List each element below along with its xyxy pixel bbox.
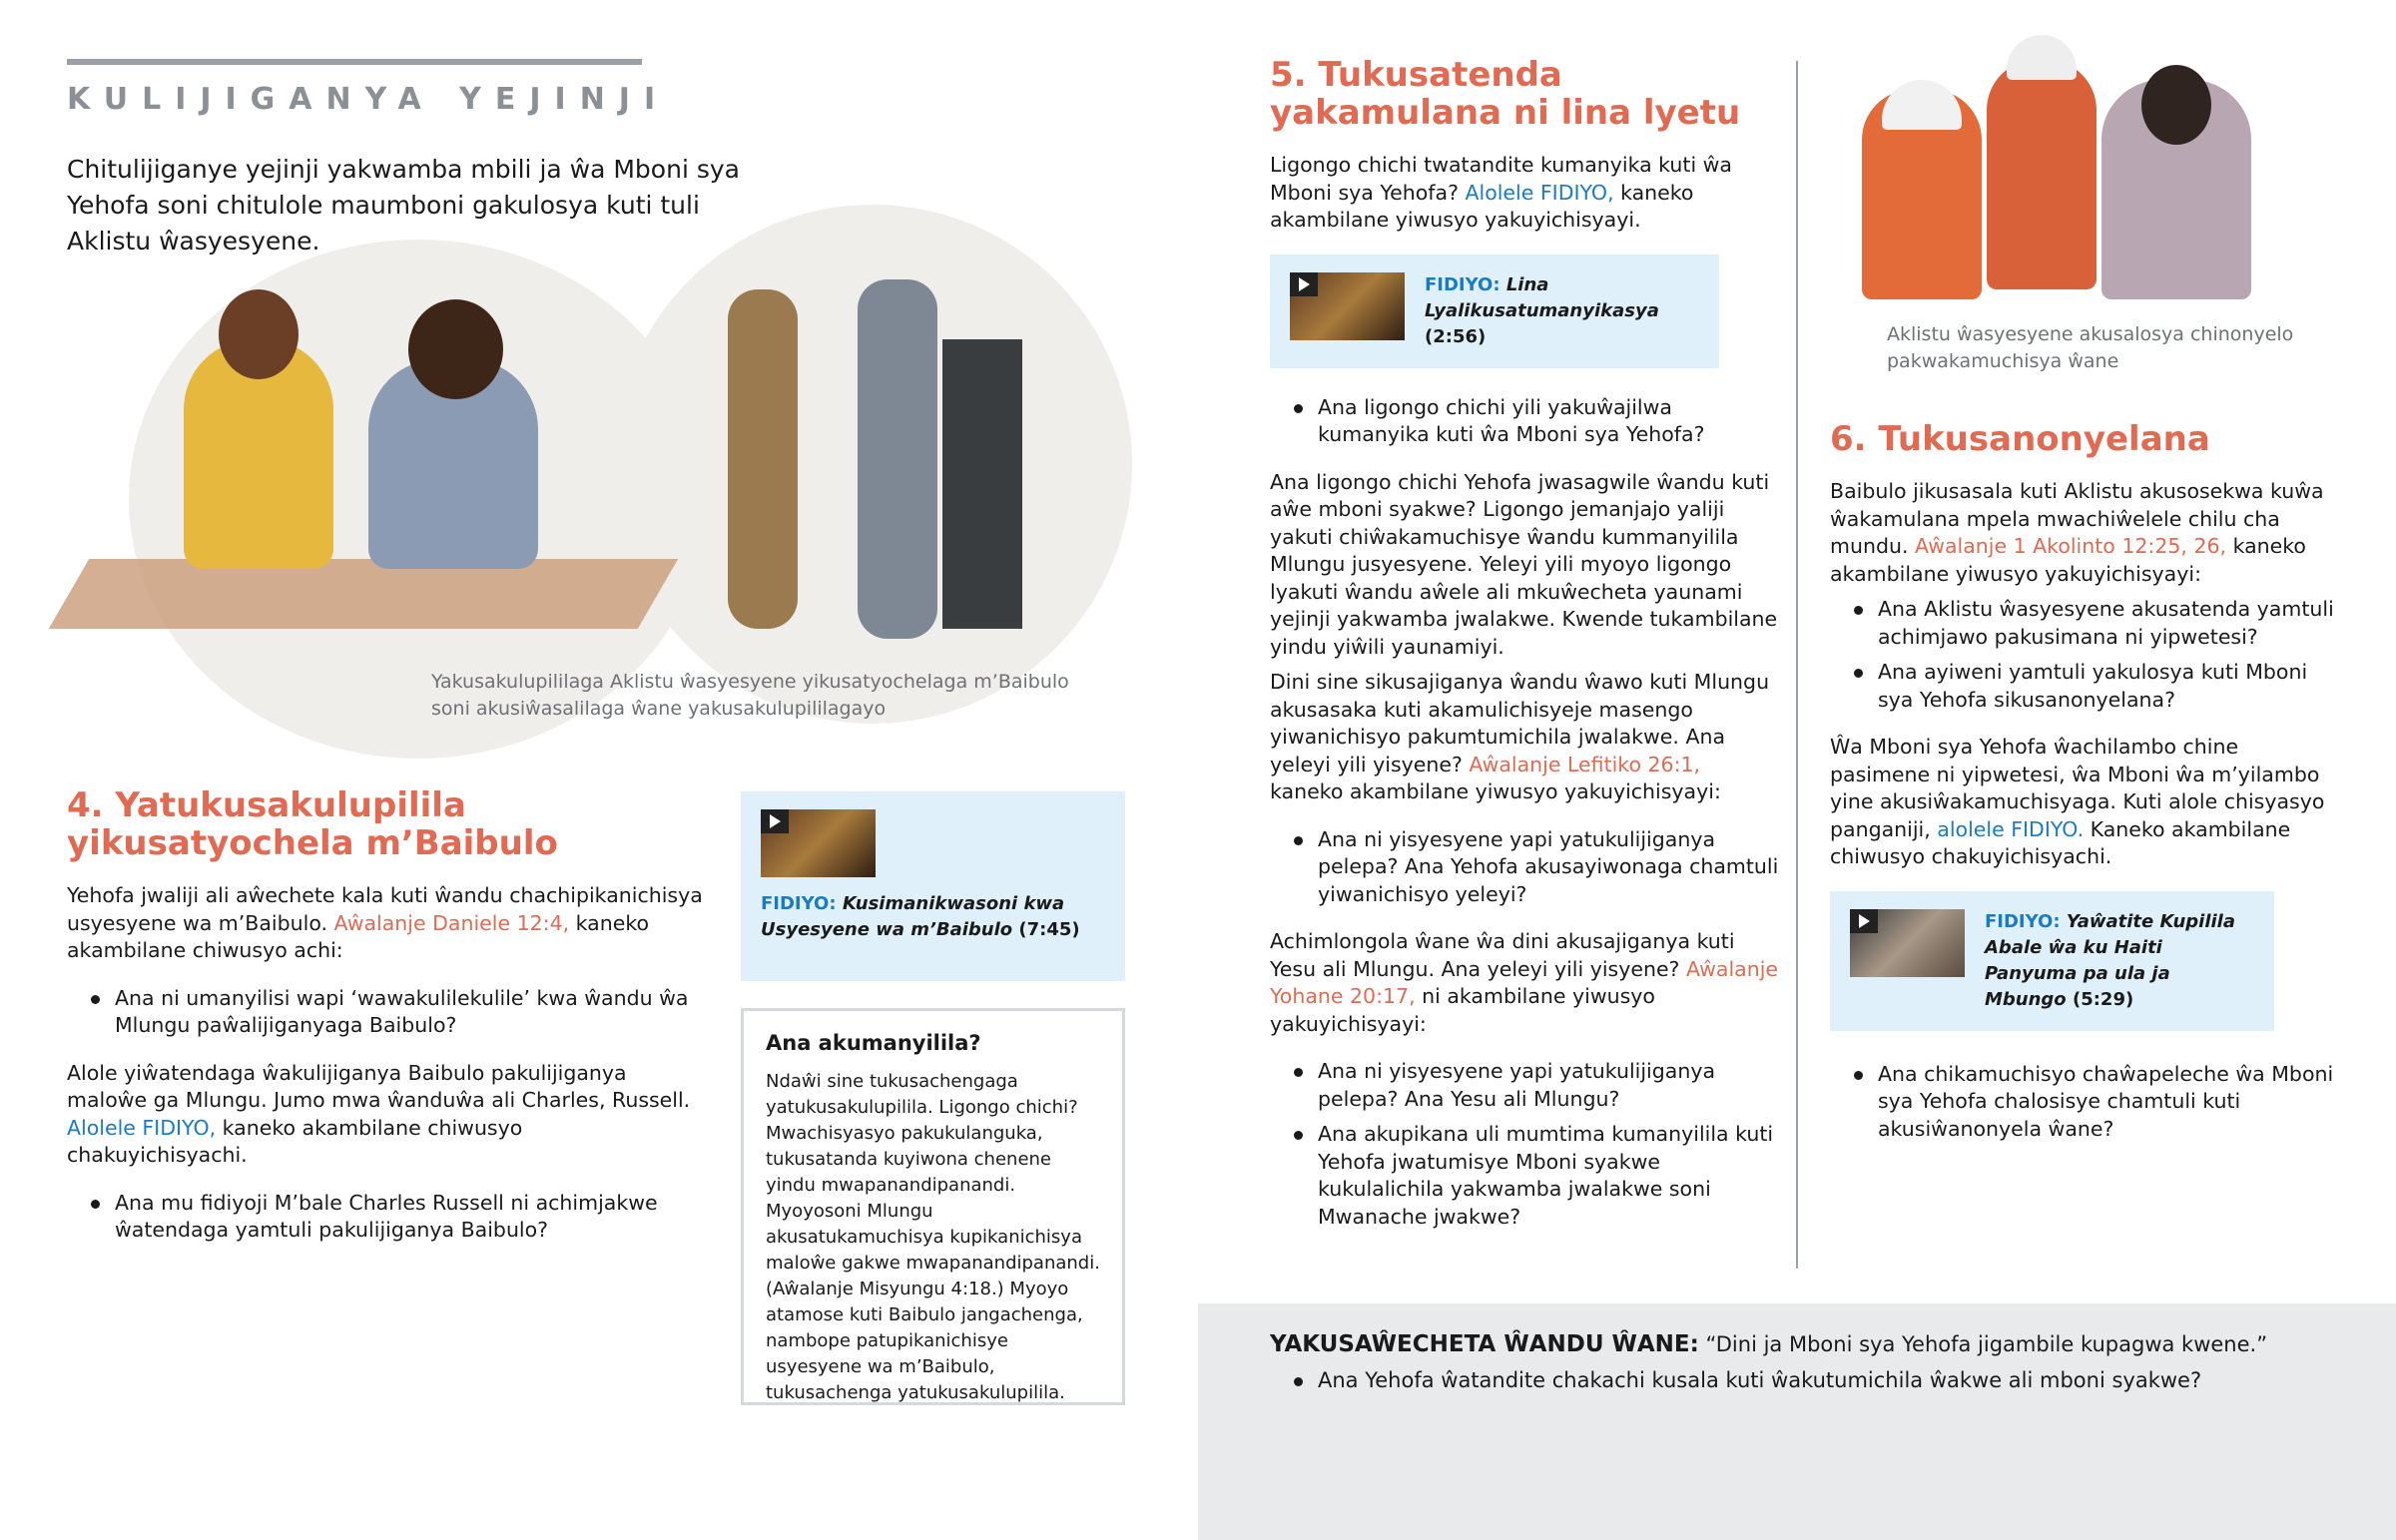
video-thumbnail[interactable]: [761, 809, 876, 877]
video-card-4[interactable]: FIDIYO: Kusimanikwasoni kwa Usyesyene wa m’Baibulo (7:45): [741, 791, 1125, 981]
section-5: 5. Tukusatenda yakamulana ni lina lyetu Ligongo chichi twatandite kumanyika kuti ŵa Mboni sya Yehofa? Alolele FIDIYO, kaneko akambilane yiwusyo yakuyichisyayi. FIDIYO: Lina Lyalikusatumanyikasya (2:56) Ana ligongo chichi yili yakuŵajilwa kumanyika kuti ŵa Mboni sya Yehofa? Ana ligongo chichi Yehofa jwasagwile ŵandu kuti aŵe mboni syakwe? Ligongo jemanjajo yaliji yakuti chiŵakamuchisye ŵandu kummanyilila Mlungu jusyesyene. Yeleyi yili myoyo ligongo lyakuti ŵandu aŵele ali mkuŵecheta yaunami yejinji yakwamba jwalakwe. Kwende tukambilane yindu yiŵili yaunamiyi. Dini sine sikusajiganya ŵandu ŵawo kuti Mlungu akusasaka kuti akamulichisyeje masengo yiwanichisyo pakumtumichila jwalakwe. Ana yeleyi yili yisyene? Aŵalanje Lefitiko 26:1, kaneko akambilane yiwusyo yakuyichisyayi: Ana ni yisyesyene yapi yatukulijiganya pelepa? Ana Yehofa akusayiwonaga chamtuli yiwanichisyo yeleyi? Achimlongola ŵane ŵa dini akusajiganya kuti Yesu ali Mlungu. Ana yeleyi yili yisyene? Aŵalanje Yohane 20:17, ni akambilane yiwusyo yakuyichisyayi: Ana ni yisyesyene yapi yatukulijiganya pelepa? Ana Yesu ali Mlungu? Ana akupikana uli mumtima kumanyilila kuti Yehofa jwatumisye Mboni syakwe kukulalichila yakwamba jwalakwe soni Mwanache jwakwe?: [1270, 56, 1779, 1251]
scripture-link[interactable]: Aŵalanje Daniele 12:4,: [333, 910, 570, 935]
question: Ana ni yisyesyene yapi yatukulijiganya pelepa? Ana Yehofa akusayiwonaga chamtuli yiwanichisyo yeleyi?: [1270, 826, 1779, 909]
play-icon[interactable]: [761, 809, 789, 833]
video-card-6[interactable]: FIDIYO: Yaŵatite Kupilila Abale ŵa ku Haiti Panyuma pa ula ja Mbungo (5:29): [1830, 891, 2274, 1031]
question: Ana ligongo chichi yili yakuŵajilwa kumanyika kuti ŵa Mboni sya Yehofa?: [1270, 394, 1779, 449]
play-icon[interactable]: [1290, 272, 1318, 296]
did-you-know-box: Ana akumanyilila? Ndaŵi sine tukusachengaga yatukusakulupilila. Ligongo chichi? Mwachisyasyo pakukulanguka, tukusatanda kuyiwona chenene yindu mwapanandipanandi. Myoyosoni Mlungu akusatukamuchisya kupikanichisya maloŵe gakwe mwapanandipanandi. (Aŵalanje Misyungu 4:18.) Myoyo atamose kuti Baibulo jangachenga, nambope patupikanichisye usyesyene wa m’Baibulo, tukusachenga yatukusakulupilila.: [741, 1008, 1125, 1405]
objection-panel: YAKUSAŴECHETA ŴANDU ŴANE: “Dini ja Mboni sya Yehofa jigambile kupagwa kwene.” Ana Yehofa ŵatandite chakachi kusala kuti ŵakutumichila ŵakwe ali mboni syakwe?: [1198, 1303, 2396, 1540]
relief-illustration: [1842, 30, 2291, 314]
video-thumbnail[interactable]: [1850, 909, 1965, 977]
section-6: 6. Tukusanonyelana Baibulo jikusasala kuti Aklistu akusosekwa kuŵa ŵakamulana mpela mwachiŵelele chilu cha mundu. Aŵalanje 1 Akolinto 12:25, 26, kaneko akambilane yiwusyo yakuyichisyayi: Ana Aklistu ŵasyesyene akusatenda yamtuli achimjawo pakusimana ni yipwetesi? Ana ayiweni yamtuli yakulosya kuti Mboni sya Yehofa sikusanonyelana? Ŵa Mboni sya Yehofa ŵachilambo chine pasimene ni yipwetesi, ŵa Mboni ŵa m’yilambo yine akusiŵakamuchisyaga. Kuti alole chisyasyo panganiji, alolele FIDIYO. Kaneko akambilane chiwusyo chakuyichisyachi. FIDIYO: Yaŵatite Kupilila Abale ŵa ku Haiti Panyuma pa ula ja Mbungo (5:29) Ana chikamuchisyo chaŵapeleche ŵa Mboni sya Yehofa chalosisye chamtuli kuti akusiŵanonyela ŵane?: [1830, 420, 2339, 1163]
column-divider: [1796, 61, 1798, 1269]
section-6-heading: 6. Tukusanonyelana: [1830, 419, 2210, 459]
play-icon[interactable]: [1850, 909, 1878, 933]
scripture-link[interactable]: Aŵalanje Lefitiko 26:1,: [1469, 752, 1701, 776]
question: Ana Aklistu ŵasyesyene akusatenda yamtuli achimjawo pakusimana ni yipwetesi?: [1830, 596, 2339, 651]
question: Ana Yehofa ŵatandite chakachi kusala kuti ŵakutumichila ŵakwe ali mboni syakwe?: [1270, 1367, 2368, 1395]
scripture-link[interactable]: Aŵalanje Yohane 20:17,: [1270, 956, 1779, 1008]
question: Ana akupikana uli mumtima kumanyilila kuti Yehofa jwatumisye Mboni syakwe kukulalichila yakwamba jwalakwe soni Mwanache jwakwe?: [1270, 1121, 1779, 1231]
left-image-caption: Yakusakulupililaga Aklistu ŵasyesyene yikusatyochelaga m’Baibulo soni akusiŵasalilaga ŵane yakusakulupililagayo: [431, 671, 1069, 720]
question: Ana ni yisyesyene yapi yatukulijiganya pelepa? Ana Yesu ali Mlungu?: [1270, 1058, 1779, 1113]
video-link[interactable]: Alolele FIDIYO,: [1465, 180, 1614, 205]
question: Ana mu fidiyoji M’bale Charles Russell ni achimjakwe ŵatendaga yamtuli pakulijiganya Baibulo?: [67, 1190, 706, 1245]
section-4: 4. Yatukusakulupilila yikusatyochela m’Baibulo Yehofa jwaliji ali aŵechete kala kuti ŵandu chachipikanichisya usyesyene wa m’Baibulo. Aŵalanje Daniele 12:4, kaneko akambilane chiwusyo achi: Ana ni umanyilisi wapi ‘wawakulilekulile’ kwa ŵandu ŵa Mlungu paŵalijiganyaga Baibulo? Alole yiŵatendaga ŵakulijiganya Baibulo pakulijiganya maloŵe ga Mlungu. Jumo mwa ŵanduŵa ali Charles, Russell. Alolele FIDIYO, kaneko akambilane chiwusyo chakuyichisyachi. Ana mu fidiyoji M’bale Charles Russell ni achimjakwe ŵatendaga yamtuli pakulijiganya Baibulo?: [67, 786, 706, 1265]
objection-label: YAKUSAŴECHETA ŴANDU ŴANE:: [1270, 1331, 1699, 1357]
scripture-link[interactable]: Aŵalanje 1 Akolinto 12:25, 26,: [1915, 534, 2227, 558]
video-thumbnail[interactable]: [1290, 272, 1405, 340]
question: Ana chikamuchisyo chaŵapeleche ŵa Mboni sya Yehofa chalosisye chamtuli kuti akusiŵanonyela ŵane?: [1830, 1061, 2339, 1144]
right-image-caption: Aklistu ŵasyesyene akusalosya chinonyelo pakwakamuchisya ŵane: [1887, 323, 2294, 372]
question: Ana ayiweni yamtuli yakulosya kuti Mboni sya Yehofa sikusanonyelana?: [1830, 659, 2339, 714]
section-5-heading: 5. Tukusatenda yakamulana ni lina lyetu: [1270, 55, 1741, 133]
video-link[interactable]: Alolele FIDIYO,: [67, 1115, 217, 1140]
section-kicker: KULIJIGANYA YEJINJI: [67, 82, 670, 117]
video-card-5[interactable]: FIDIYO: Lina Lyalikusatumanyikasya (2:56): [1270, 255, 1719, 368]
intro-text: Chitulijiganye yejinji yakwamba mbili ja ŵa Mboni sya Yehofa soni chitulole maumboni gakulosya kuti tuli Aklistu ŵasyesyene.: [67, 155, 740, 256]
section-4-heading: 4. Yatukusakulupilila yikusatyochela m’Baibulo: [67, 785, 558, 863]
top-rule: [67, 59, 642, 65]
question: Ana ni umanyilisi wapi ‘wawakulilekulile’ kwa ŵandu ŵa Mlungu paŵalijiganyaga Baibulo?: [67, 985, 706, 1040]
video-link[interactable]: alolele FIDIYO.: [1937, 816, 2085, 841]
video-title: Kusimanikwasoni kwa Usyesyene wa m’Baibulo: [761, 893, 1065, 940]
